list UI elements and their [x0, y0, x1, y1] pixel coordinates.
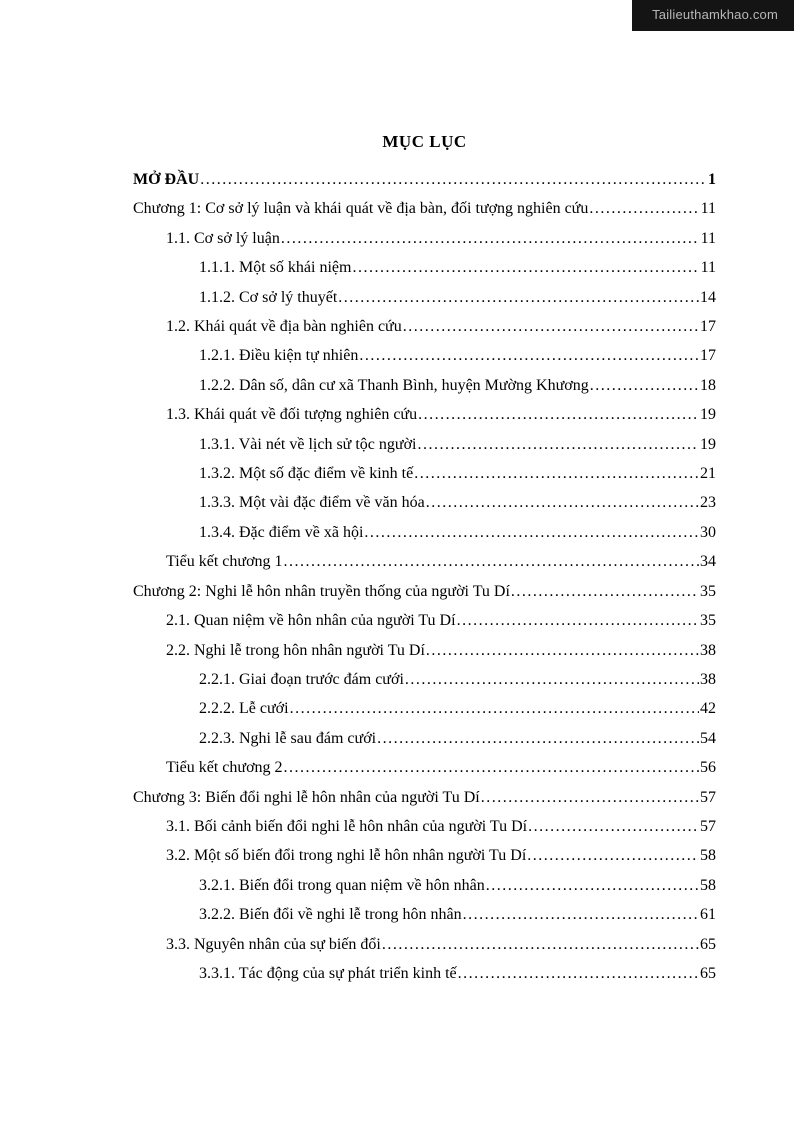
- toc-entry-page: 58: [700, 847, 716, 865]
- toc-entry-page: 34: [700, 553, 716, 571]
- toc-entry-label: 1.1.1. Một số khái niệm: [199, 259, 352, 277]
- toc-entry-label: 1.1. Cơ sở lý luận: [166, 229, 280, 247]
- toc-entry-page: 56: [700, 759, 716, 777]
- toc-entry: [133, 547, 716, 576]
- toc-entry: [133, 224, 716, 253]
- toc-entry-page: 19: [700, 406, 716, 424]
- toc-entry-label: 3.3. Nguyên nhân của sự biến đổi: [166, 935, 381, 953]
- toc-dot-leader: [405, 665, 699, 694]
- toc-dot-leader: [417, 430, 699, 459]
- toc-entry-page: 58: [700, 876, 716, 894]
- toc-entry: [133, 724, 716, 753]
- toc-entry: [133, 606, 716, 635]
- toc-entry: [133, 459, 716, 488]
- page-title: MỤC LỤC: [382, 132, 467, 151]
- toc-entry: [133, 400, 716, 429]
- toc-entry-label: 3.2.2. Biến đổi về nghi lễ trong hôn nhân: [199, 906, 462, 924]
- toc-entry-page: 57: [700, 788, 716, 806]
- toc-entry-page: 38: [700, 670, 716, 688]
- toc-dot-leader: [284, 753, 699, 782]
- toc-entry-page: 11: [700, 229, 716, 247]
- toc-entry: [133, 636, 716, 665]
- toc-dot-leader: [511, 577, 699, 606]
- toc-entry-page: 61: [700, 906, 716, 924]
- toc-entry-label: 2.1. Quan niệm về hôn nhân của người Tu Dí: [166, 612, 456, 630]
- toc-entry-page: 35: [700, 582, 716, 600]
- toc-entry-page: 42: [700, 700, 716, 718]
- toc-entry-label: 3.2.1. Biến đổi trong quan niệm về hôn nhân: [199, 876, 485, 894]
- toc-dot-leader: [403, 312, 699, 341]
- toc-entry-page: 17: [700, 318, 716, 336]
- toc-entry-label: 2.2. Nghi lễ trong hôn nhân người Tu Dí: [166, 641, 425, 659]
- toc-entry-label: 2.2.3. Nghi lễ sau đám cưới: [199, 729, 377, 747]
- toc-entry-label: 3.1. Bối cảnh biến đổi nghi lễ hôn nhân của người Tu Dí: [166, 817, 528, 835]
- toc-entry-page: 17: [700, 347, 716, 365]
- document-page: [133, 132, 716, 988]
- toc-dot-leader: [486, 871, 699, 900]
- toc-dot-leader: [463, 900, 699, 929]
- toc-entry-label: 3.2. Một số biến đổi trong nghi lễ hôn nhân người Tu Dí: [166, 847, 527, 865]
- toc-entry-label: 1.3.2. Một số đặc điểm về kinh tế: [199, 465, 414, 483]
- toc-entry: [133, 930, 716, 959]
- toc-dot-leader: [382, 930, 699, 959]
- toc-entry-label: 2.2.2. Lễ cưới: [199, 700, 289, 718]
- toc-entry: [133, 577, 716, 606]
- toc-dot-leader: [527, 841, 699, 870]
- toc-entry-label: 1.2. Khái quát về địa bàn nghiên cứu: [166, 318, 402, 336]
- toc-entry-label: 1.2.1. Điều kiện tự nhiên: [199, 347, 359, 365]
- toc-entry: [133, 959, 716, 988]
- toc-dot-leader: [589, 194, 699, 223]
- toc-entry-label: 2.2.1. Giai đoạn trước đám cưới: [199, 670, 404, 688]
- toc-entry: [133, 341, 716, 370]
- toc-dot-leader: [290, 694, 699, 723]
- toc-entry-page: 38: [700, 641, 716, 659]
- toc-entry: [133, 312, 716, 341]
- toc-entry-label: MỞ ĐẦU: [133, 171, 200, 188]
- toc-entry: [133, 518, 716, 547]
- toc-entry: [133, 165, 716, 194]
- toc-entry-label: 1.3.3. Một vài đặc điểm về văn hóa: [199, 494, 425, 512]
- toc-entry-page: 30: [700, 523, 716, 541]
- toc-entry-label: Chương 2: Nghi lễ hôn nhân truyền thống của người Tu Dí: [133, 582, 510, 600]
- toc-entry-label: 1.2.2. Dân số, dân cư xã Thanh Bình, huyện Mường Khương: [199, 376, 589, 394]
- toc-entry-page: 11: [700, 200, 716, 218]
- watermark: [632, 0, 794, 31]
- toc-entry: [133, 371, 716, 400]
- toc-dot-leader: [338, 283, 699, 312]
- toc-dot-leader: [458, 959, 699, 988]
- toc-entry-label: 1.1.2. Cơ sở lý thuyết: [199, 288, 338, 306]
- toc-entry-page: 14: [700, 288, 716, 306]
- toc-entry-label: 1.3.4. Đặc điểm về xã hội: [199, 523, 364, 541]
- toc-entry: [133, 283, 716, 312]
- toc-entry-label: Chương 3: Biến đổi nghi lễ hôn nhân của người Tu Dí: [133, 788, 480, 806]
- toc-entry: [133, 665, 716, 694]
- toc-entry: [133, 430, 716, 459]
- toc-dot-leader: [352, 253, 699, 282]
- toc-entry-page: 23: [700, 494, 716, 512]
- toc-entry: [133, 253, 716, 282]
- toc-entry-page: 1: [708, 171, 716, 188]
- toc-dot-leader: [426, 488, 699, 517]
- toc-dot-leader: [200, 165, 707, 194]
- toc-entry: [133, 194, 716, 223]
- toc-entry: [133, 753, 716, 782]
- toc-entry: [133, 694, 716, 723]
- toc-entry-label: 1.3. Khái quát về đối tượng nghiên cứu: [166, 406, 418, 424]
- toc-dot-leader: [281, 224, 700, 253]
- toc-dot-leader: [457, 606, 699, 635]
- toc-list: [133, 165, 716, 988]
- toc-entry-page: 65: [700, 935, 716, 953]
- toc-entry: [133, 841, 716, 870]
- toc-dot-leader: [364, 518, 699, 547]
- toc-entry-label: Tiểu kết chương 2: [166, 759, 283, 777]
- toc-dot-leader: [481, 783, 699, 812]
- toc-dot-leader: [590, 371, 699, 400]
- toc-entry-page: 19: [700, 435, 716, 453]
- toc-dot-leader: [418, 400, 699, 429]
- toc-entry-page: 65: [700, 964, 716, 982]
- toc-entry-page: 35: [700, 612, 716, 630]
- toc-entry-label: 3.3.1. Tác động của sự phát triển kinh tế: [199, 964, 457, 982]
- toc-entry-page: 18: [700, 376, 716, 394]
- toc-entry-label: 1.3.1. Vài nét về lịch sử tộc người: [199, 435, 417, 453]
- toc-dot-leader: [284, 547, 699, 576]
- toc-dot-leader: [377, 724, 699, 753]
- toc-entry: [133, 812, 716, 841]
- toc-entry-page: 54: [700, 729, 716, 747]
- toc-entry-label: Chương 1: Cơ sở lý luận và khái quát về địa bàn, đối tượng nghiên cứu: [133, 200, 589, 218]
- toc-entry-page: 11: [700, 259, 716, 277]
- toc-dot-leader: [426, 636, 699, 665]
- toc-dot-leader: [359, 341, 699, 370]
- toc-entry: [133, 871, 716, 900]
- toc-entry: [133, 783, 716, 812]
- toc-dot-leader: [528, 812, 699, 841]
- watermark-text: Tailieuthamkhao.com: [652, 7, 778, 22]
- toc-entry-label: Tiểu kết chương 1: [166, 553, 283, 571]
- toc-dot-leader: [414, 459, 699, 488]
- toc-entry: [133, 488, 716, 517]
- toc-entry: [133, 900, 716, 929]
- toc-entry-page: 21: [700, 465, 716, 483]
- toc-entry-page: 57: [700, 817, 716, 835]
